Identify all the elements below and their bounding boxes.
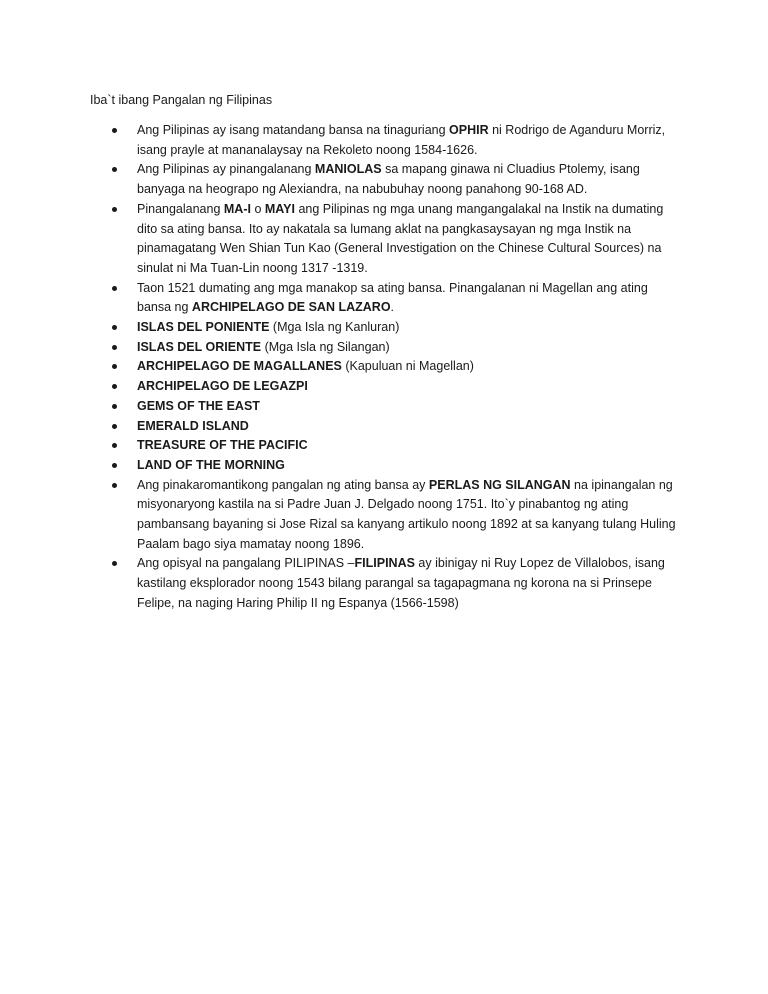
- list-item: [112, 456, 682, 476]
- bold-text: ISLAS DEL PONIENTE: [137, 320, 270, 335]
- bullet-icon: [112, 424, 117, 429]
- bold-text: ARCHIPELAGO DE LEGAZPI: [137, 379, 308, 394]
- bold-text: MAYI: [264, 201, 295, 216]
- bullet-icon: [112, 167, 117, 172]
- list-item-text: Pinangalanang: [137, 201, 224, 216]
- bullet-icon: [112, 364, 117, 369]
- bold-text: EMERALD ISLAND: [137, 418, 249, 433]
- list-item-text: ni Rodrigo de Aganduru Morriz, isang prayle at mananalaysay na Rekoleto noong 1584-1626.: [137, 123, 666, 157]
- list-item: [112, 436, 682, 456]
- list-item-text: na ipinangalan ng misyonaryong kastila na si Padre Juan J. Delgado noong 1751. Ito`y pinabantog ng ating pambansang bayaning si Jose Rizal sa kanyang artikulo noong 1892 at sa kanyang tulang Huling Paalam bago siya mamatay noong 1896.: [137, 477, 676, 551]
- list-item: [112, 279, 682, 318]
- bold-text: LAND OF THE MORNING: [137, 457, 285, 472]
- bullet-icon: [112, 404, 117, 409]
- list-item-text: .: [390, 300, 395, 315]
- bullet-icon: [112, 345, 117, 350]
- bold-text: MANIOLAS: [314, 162, 382, 177]
- list-item-text: sa mapang ginawa ni Cluadius Ptolemy, isang banyaga na heograpo ng Alexiandra, na nabubuhay noong panahong 90-168 AD.: [137, 162, 640, 197]
- list-item-text: ay ibinigay ni Ruy Lopez de Villalobos, isang kastilang eksplorador noong 1543 bilang parangal sa tagapagmana ng korona na si Prinsepe Felipe, na naging Haring Philip II ng Espanya (1566-1598): [137, 556, 665, 610]
- list-item: [112, 318, 682, 338]
- list-item-text: Taon 1521 dumating ang mga manakop sa ating bansa. Pinangalanan ni Magellan ang ating bansa ng: [137, 280, 648, 315]
- list-item: [112, 160, 682, 199]
- list-item-text: Ang opisyal na pangalang PILIPINAS –: [137, 556, 355, 571]
- bold-text: GEMS OF THE EAST: [137, 398, 260, 413]
- bullet-icon: [112, 207, 117, 212]
- bullet-icon: [112, 384, 117, 389]
- bold-text: PERLAS NG SILANGAN: [428, 477, 571, 492]
- list-item-text: Ang Pilipinas ay isang matandang bansa na tinaguriang: [137, 123, 450, 137]
- bold-text: FILIPINAS: [354, 556, 415, 571]
- list-item-text: ang Pilipinas ng mga unang mangangalakal na Instik na dumating dito sa ating bansa. Ito ay nakatala sa lumang aklat na pangkasaysayan ng mga Instik na pinamagatang Wen Shian Tun Kao (General Investigation on the Chinese Cultural Sources) na sinulat ni Ma Tuan-Lin noong 1317 -1319.: [137, 201, 664, 275]
- bullet-icon: [112, 483, 117, 488]
- bold-text: TREASURE OF THE PACIFIC: [137, 438, 308, 453]
- bullet-icon: [112, 463, 117, 468]
- list-item-text: Ang pinakaromantikong pangalan ng ating bansa ay: [137, 477, 429, 492]
- list-item: [112, 554, 682, 613]
- bullet-icon: [112, 561, 117, 566]
- bold-text: OPHIR: [449, 123, 489, 137]
- list-item-text: o: [250, 201, 265, 216]
- list-item: [112, 200, 682, 279]
- list-item: [112, 121, 682, 160]
- list-item-text: Ang Pilipinas ay pinangalanang: [137, 162, 315, 177]
- bullet-icon: [112, 128, 117, 133]
- list-item: [112, 476, 682, 555]
- list-item: [112, 397, 682, 417]
- bold-text: ARCHIPELAGO DE MAGALLANES: [137, 359, 342, 374]
- bullet-list: [112, 121, 682, 614]
- list-item: [112, 338, 682, 358]
- list-item-text: (Mga Isla ng Kanluran): [269, 320, 400, 335]
- list-item: [112, 377, 682, 397]
- bullet-icon: [112, 286, 117, 291]
- bold-text: MA-I: [223, 201, 251, 216]
- bold-text: ARCHIPELAGO DE SAN LAZARO: [191, 300, 391, 315]
- list-item: [112, 357, 682, 377]
- bullet-icon: [112, 443, 117, 448]
- bullet-icon: [112, 325, 117, 330]
- list-item: [112, 417, 682, 437]
- list-item-text: (Kapuluan ni Magellan): [341, 359, 474, 374]
- document-title: Iba`t ibang Pangalan ng Filipinas: [90, 93, 273, 107]
- bold-text: ISLAS DEL ORIENTE: [137, 339, 262, 354]
- list-item-text: (Mga Isla ng Silangan): [261, 339, 390, 354]
